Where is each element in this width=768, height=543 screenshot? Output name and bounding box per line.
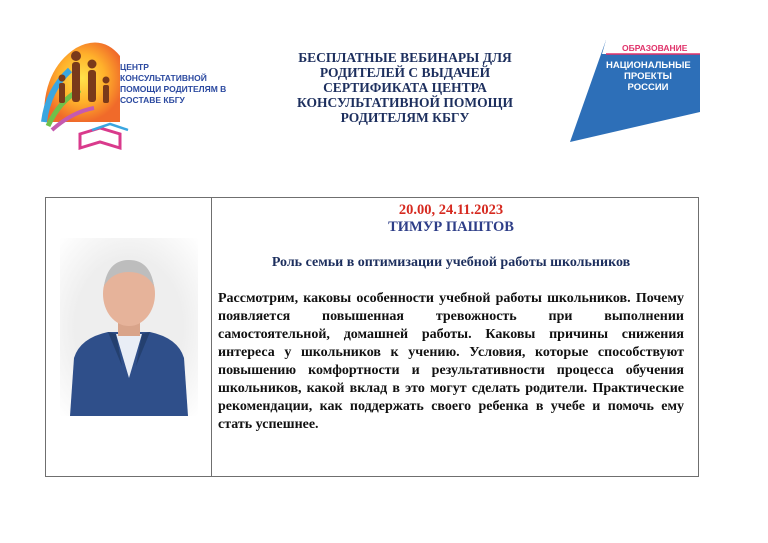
event-details xyxy=(212,198,698,476)
national-projects-logo xyxy=(566,34,706,144)
speaker-name: ТИМУР ПАШТОВ xyxy=(388,219,514,235)
webinar-table xyxy=(45,197,699,477)
speaker-portrait-icon xyxy=(60,238,198,416)
event-topic: Роль семьи в оптимизации учебной работы школьников xyxy=(271,255,631,270)
photo-cell xyxy=(46,198,212,476)
center-logo-text: ЦЕНТР КОНСУЛЬТАТИВНОЙ ПОМОЩИ РОДИТЕЛЯМ В СОСТАВЕ КБГУ xyxy=(120,62,227,105)
national-projects-text: НАЦИОНАЛЬНЫЕ ПРОЕКТЫ РОССИИ xyxy=(606,60,691,93)
event-datetime: 20.00, 24.11.2023 xyxy=(398,202,504,218)
event-description: Рассмотрим, каковы особенности учебной работы школьников. Почему появляется повышенная тревожность при выполнении самостоятельной, домашней работы. Каковы причины снижения интереса у школьников к учению. Условия, которые способствуют повышению комфортности и результативности процесса обучения школьников, какой вклад в это могут сделать родители. Практические рекомендации, как поддержать своего ребенка в учебе и помочь ему стать успешнее. xyxy=(218,291,684,432)
center-logo xyxy=(40,30,230,155)
speaker-photo xyxy=(60,238,198,416)
education-label: ОБРАЗОВАНИЕ xyxy=(622,43,688,53)
page-title: БЕСПЛАТНЫЕ ВЕБИНАРЫ ДЛЯ РОДИТЕЛЕЙ С ВЫДАЧЕЙ СЕРТИФИКАТА ЦЕНТРА КОНСУЛЬТАТИВНОЙ ПОМОЩИ РОДИТЕЛЯМ КБГУ xyxy=(297,50,513,125)
